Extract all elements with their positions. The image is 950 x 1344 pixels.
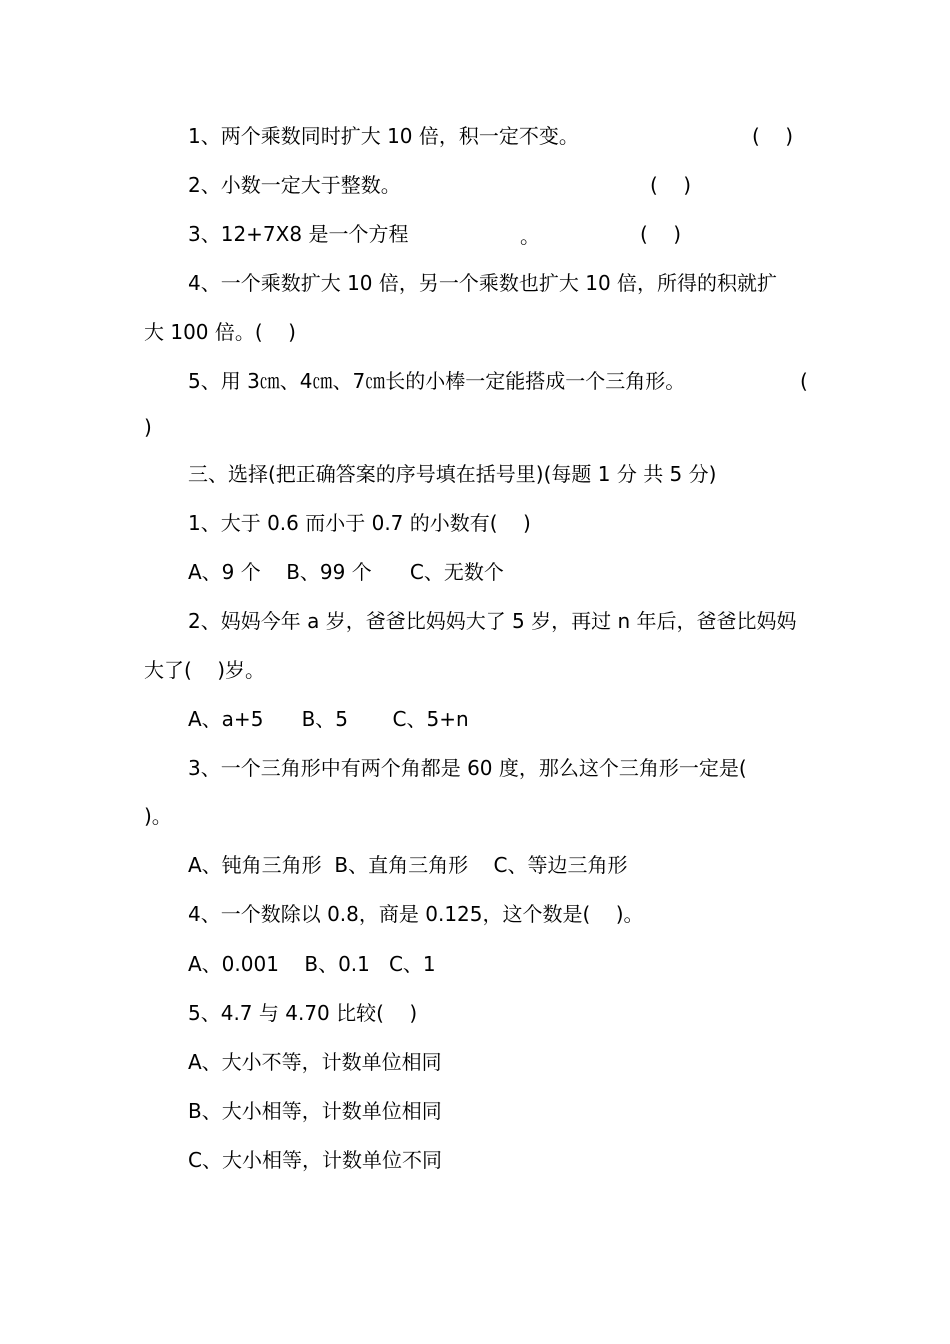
choice-options-4: A、0.001 B、0.1 C、1 (188, 952, 436, 976)
choice-option-5b: B、大小相等，计数单位相同 (188, 1099, 442, 1123)
choice-option-5a: A、大小不等，计数单位相同 (188, 1050, 442, 1074)
choice-question-3-line1: 3、一个三角形中有两个角都是 60 度，那么这个三角形一定是( (188, 756, 747, 780)
judge-question-3: 3、12+7X8 是一个方程 (188, 222, 409, 246)
choice-question-4: 4、一个数除以 0.8，商是 0.125，这个数是( )。 (188, 902, 644, 926)
judge-question-5: 5、用 3㎝、4㎝、7㎝长的小棒一定能搭成一个三角形。 (188, 369, 686, 393)
choice-question-3-line2: )。 (144, 804, 172, 828)
judge-question-2: 2、小数一定大于整数。 (188, 173, 401, 197)
choice-question-1: 1、大于 0.6 而小于 0.7 的小数有( ) (188, 511, 531, 535)
choice-options-1: A、9 个 B、99 个 C、无数个 (188, 560, 504, 584)
choice-options-2: A、a+5 B、5 C、5+n (188, 707, 469, 731)
choice-question-2-line2: 大了( )岁。 (144, 658, 266, 682)
judge-question-1: 1、两个乘数同时扩大 10 倍，积一定不变。 (188, 124, 579, 148)
answer-blank-1: ( ) (752, 124, 794, 148)
judge-question-3-mark: 。 (520, 224, 540, 248)
section-heading: 三、选择(把正确答案的序号填在括号里)(每题 1 分 共 5 分) (188, 462, 717, 486)
choice-options-3: A、钝角三角形 B、直角三角形 C、等边三角形 (188, 853, 628, 877)
choice-question-2-line1: 2、妈妈今年 a 岁，爸爸比妈妈大了 5 岁，再过 n 年后，爸爸比妈妈 (188, 609, 797, 633)
choice-question-5: 5、4.7 与 4.70 比较( ) (188, 1001, 418, 1025)
answer-blank-5-close: ) (144, 415, 152, 439)
answer-blank-5-open: ( (800, 369, 808, 393)
answer-blank-2: ( ) (650, 173, 692, 197)
judge-question-4-line1: 4、一个乘数扩大 10 倍，另一个乘数也扩大 10 倍，所得的积就扩 (188, 271, 778, 295)
choice-option-5c: C、大小相等，计数单位不同 (188, 1148, 442, 1172)
judge-question-4-line2: 大 100 倍。( ) (144, 320, 296, 344)
answer-blank-3: ( ) (640, 222, 682, 246)
